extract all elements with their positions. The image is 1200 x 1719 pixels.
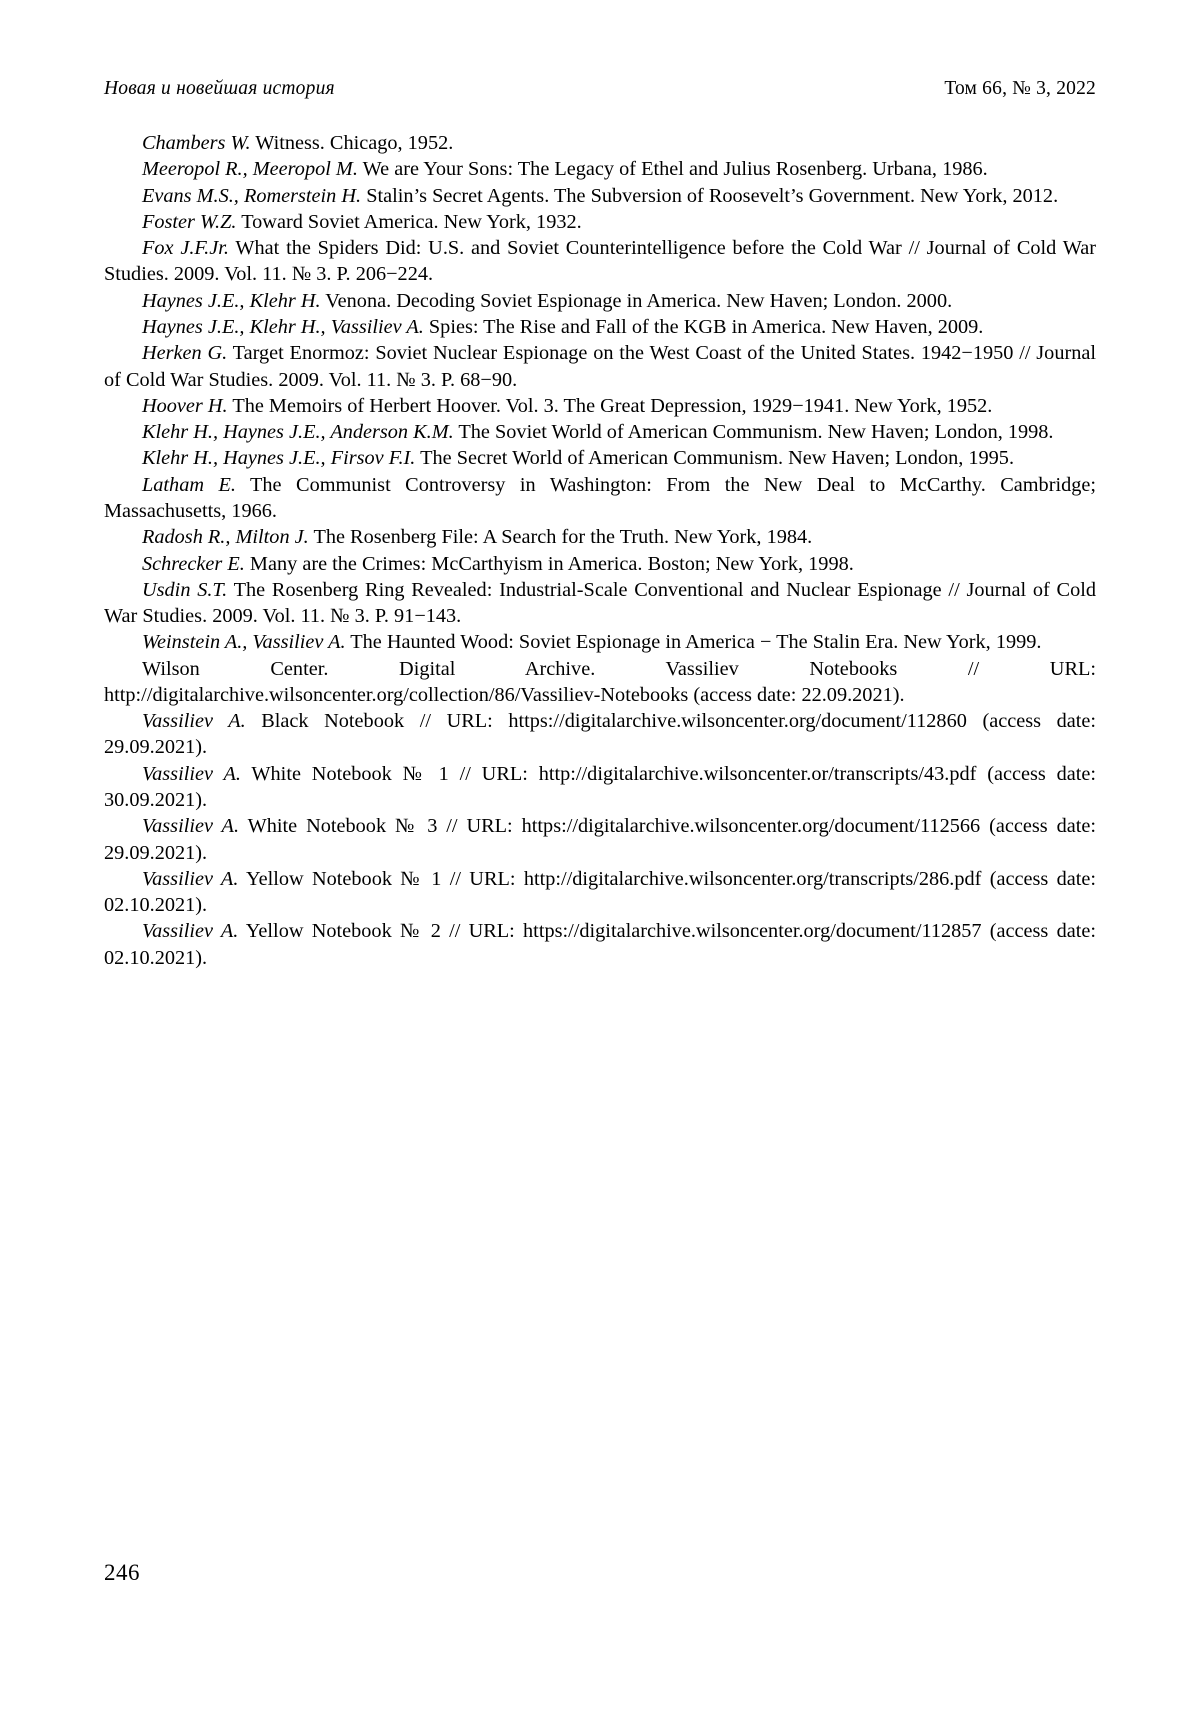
reference-entry: Vassiliev A. Yellow Notebook № 1 // URL: http://digitalarchive.wilsoncenter.org/transcripts/286.pdf (access date: 02.10.2021). bbox=[104, 867, 1096, 917]
reference-entry: Vassiliev A. Black Notebook // URL: https://digitalarchive.wilsoncenter.org/document/112860 (access date: 29.09.2021). bbox=[104, 710, 1096, 759]
reference-entry: Herken G. Target Enormoz: Soviet Nuclear Espionage on the West Coast of the United States. 1942−1950 // Journal of Cold War Studies. 2009. Vol. 11. № 3. P. 68−90. bbox=[104, 342, 1096, 391]
reference-entry: Klehr H., Haynes J.E., Firsov F.I. The Secret World of American Communism. New Haven; London, 1995. bbox=[142, 447, 1015, 470]
reference-entry: Latham E. The Communist Controversy in Washington: From the New Deal to McCarthy. Cambridge; Massachusetts, 1966. bbox=[104, 473, 1096, 522]
reference-entry: Radosh R., Milton J. The Rosenberg File: A Search for the Truth. New York, 1984. bbox=[142, 526, 813, 549]
reference-entry: Klehr H., Haynes J.E., Anderson K.M. The Soviet World of American Communism. New Haven; London, 1998. bbox=[142, 421, 1054, 444]
page-number: 246 bbox=[104, 1560, 140, 1585]
reference-entry: Wilson Center. Digital Archive. Vassiliev Notebooks // URL: http://digitalarchive.wilsoncenter.org/collection/86/Vassiliev-Notebooks (access date: 22.09.2021). bbox=[104, 657, 1096, 706]
reference-entry: Usdin S.T. The Rosenberg Ring Revealed: Industrial-Scale Conventional and Nuclear Espionage // Journal of Cold War Studies. 2009. Vol. 11. № 3. P. 91−143. bbox=[104, 578, 1096, 628]
reference-entry: Hoover H. The Memoirs of Herbert Hoover. Vol. 3. The Great Depression, 1929−1941. New York, 1952. bbox=[142, 394, 993, 417]
reference-entry: Vassiliev A. White Notebook № 1 // URL: http://digitalarchive.wilsoncenter.or/transcripts/43.pdf (access date: 30.09.2021). bbox=[104, 762, 1097, 812]
reference-entry: Haynes J.E., Klehr H., Vassiliev A. Spies: The Rise and Fall of the KGB in America. New Haven, 2009. bbox=[142, 315, 984, 338]
reference-entry: Vassiliev A. White Notebook № 3 // URL: https://digitalarchive.wilsoncenter.org/document/112566 (access date: 29.09.2021). bbox=[104, 815, 1096, 864]
journal-title: Новая и новейшая история bbox=[104, 78, 335, 99]
reference-entry: Haynes J.E., Klehr H. Venona. Decoding Soviet Espionage in America. New Haven; London. 2000. bbox=[142, 289, 953, 312]
reference-entry: Foster W.Z. Toward Soviet America. New York, 1932. bbox=[142, 210, 582, 233]
reference-entry: Fox J.F.Jr. What the Spiders Did: U.S. and Soviet Counterintelligence before the Cold War // Journal of Cold War Studies. 2009. Vol. 11. № 3. P. 206−224. bbox=[104, 237, 1096, 286]
reference-entry: Weinstein A., Vassiliev A. The Haunted Wood: Soviet Espionage in America − The Stalin Era. New York, 1999. bbox=[142, 631, 1042, 654]
reference-entry: Meeropol R., Meeropol M. We are Your Sons: The Legacy of Ethel and Julius Rosenberg. Urbana, 1986. bbox=[142, 158, 988, 181]
reference-entry: Vassiliev A. Yellow Notebook № 2 // URL: https://digitalarchive.wilsoncenter.org/document/112857 (access date: 02.10.2021). bbox=[104, 920, 1096, 969]
running-head bbox=[104, 78, 1096, 100]
issue-info: Том 66, № 3, 2022 bbox=[944, 78, 1096, 99]
reference-list bbox=[104, 130, 1096, 971]
reference-entry: Schrecker E. Many are the Crimes: McCarthyism in America. Boston; New York, 1998. bbox=[142, 552, 854, 575]
reference-entry: Chambers W. Witness. Chicago, 1952. bbox=[142, 132, 454, 154]
reference-entry: Evans M.S., Romerstein H. Stalin’s Secret Agents. The Subversion of Roosevelt’s Government. New York, 2012. bbox=[142, 184, 1059, 207]
